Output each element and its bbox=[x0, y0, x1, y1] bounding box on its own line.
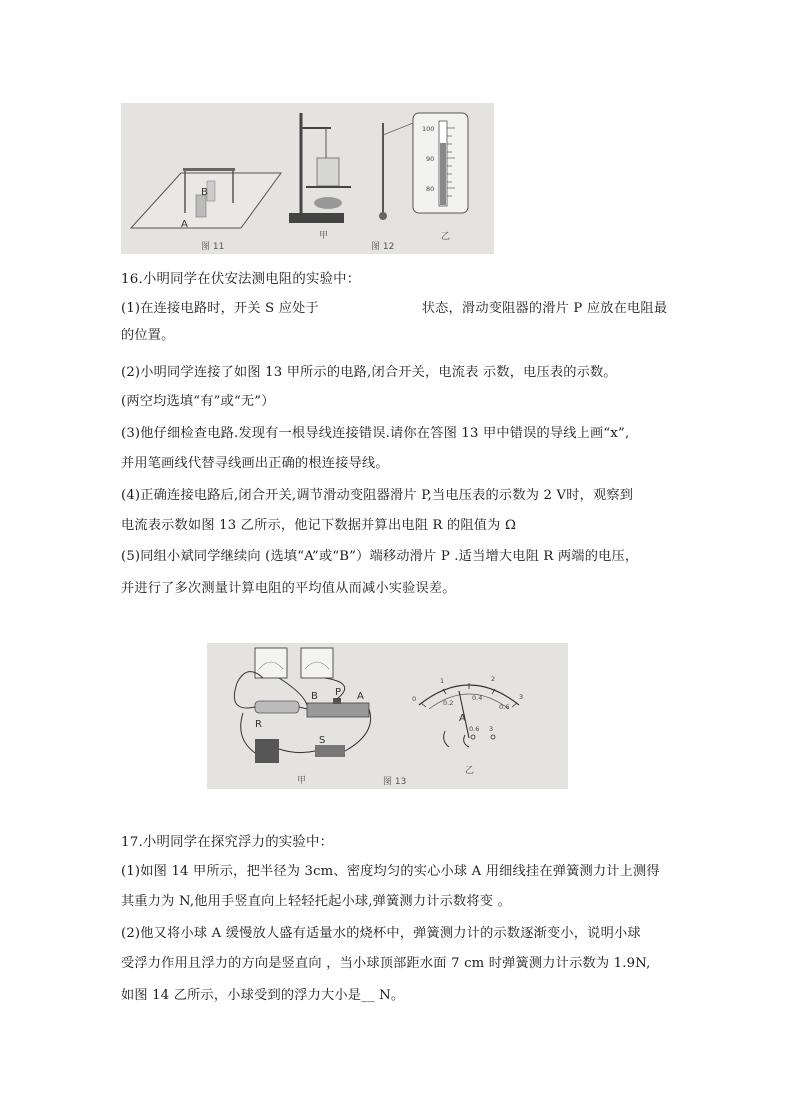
label-B-13: B bbox=[311, 691, 318, 702]
q16-part2: (2)小明同学连接了如图 13 甲所示的电路,闭合开关，电流表 示数，电压表的示数。 bbox=[121, 365, 617, 380]
label-yi-13: 乙 bbox=[465, 766, 475, 776]
label-P: P bbox=[335, 687, 342, 698]
q16-part3-b: 并用笔画线代替寻线画出正确的根连接导线。 bbox=[121, 456, 389, 471]
tick-inner-06: 0.6 bbox=[499, 703, 510, 711]
circuit-diagram bbox=[234, 648, 370, 786]
q16-part1 bbox=[121, 300, 667, 318]
figure-11-12 bbox=[121, 103, 494, 254]
q16-part1-b: 状态，滑动变阻器的滑片 P 应放在电阻最 bbox=[421, 301, 668, 316]
battery bbox=[255, 739, 279, 763]
q17-title: 17.小明同学在探究浮力的实验中： bbox=[121, 835, 334, 850]
caption-fig13: 图 13 bbox=[383, 777, 407, 787]
ammeter-dial bbox=[412, 675, 523, 776]
label-jia-12: 甲 bbox=[319, 231, 329, 241]
figure-13 bbox=[207, 643, 568, 789]
switch-S bbox=[315, 745, 345, 757]
q16-part2-b: (两空均选填“有”或“无”） bbox=[121, 394, 275, 409]
q17-part2: (2)他又将小球 A 缓慢放人盛有适量水的烧杯中，弹簧测力计的示数逐渐变小，说明小球 bbox=[121, 926, 641, 941]
tick-outer-1: 1 bbox=[440, 677, 445, 685]
q16-title: 16.小明同学在伏安法测电阻的实验中： bbox=[121, 272, 361, 287]
label-B: B bbox=[201, 187, 208, 198]
meter-letter: A bbox=[459, 713, 466, 724]
tick-inner-04: 0.4 bbox=[472, 694, 483, 702]
caption-fig12: 图 12 bbox=[371, 242, 395, 252]
ammeter bbox=[301, 648, 333, 678]
scale-80: 80 bbox=[426, 185, 435, 193]
label-yi-12: 乙 bbox=[441, 232, 451, 242]
q17-part2-c: 如图 14 乙所示，小球受到的浮力大小是__ N。 bbox=[121, 988, 405, 1003]
resistor-R bbox=[255, 701, 299, 713]
q16-part1-a: (1)在连接电路时，开关 S 应处于 bbox=[121, 301, 319, 316]
label-A: A bbox=[181, 219, 188, 230]
q16-part1-c: 的位置。 bbox=[121, 328, 175, 343]
thermometer bbox=[379, 113, 468, 242]
scale-90: 90 bbox=[426, 155, 435, 163]
q16-part4: (4)正确连接电路后,闭合开关,调节滑动变阻器滑片 P,当电压表的示数为 2 V时，观察到 bbox=[121, 488, 634, 503]
tick-outer-0: 0 bbox=[412, 695, 417, 703]
rheostat bbox=[307, 703, 369, 717]
q17-part1-b: 其重力为 N,他用手竖直向上轻轻托起小球,弹簧测力计示数将变 。 bbox=[121, 894, 511, 909]
label-jia-13: 甲 bbox=[297, 776, 307, 786]
terminal-06: 0.6 bbox=[469, 725, 480, 733]
stand-beaker bbox=[289, 113, 394, 252]
q16-part4-b: 电流表示数如图 13 乙所示，他记下数据并算出电阻 R 的阻值为 Ω bbox=[121, 518, 517, 533]
tick-outer-2: 2 bbox=[491, 675, 496, 683]
scale-100: 100 bbox=[422, 125, 435, 133]
q16-part5-b: 并进行了多次测量计算电阻的平均值从而减小实验误差。 bbox=[121, 581, 456, 596]
q17-part2-b: 受浮力作用且浮力的方向是竖直向 ，当小球顶部距水面 7 cm 时弹簧测力计示数为 1.9N, bbox=[121, 956, 651, 971]
label-S: S bbox=[319, 735, 326, 746]
voltmeter bbox=[255, 648, 287, 678]
label-A-13: A bbox=[357, 691, 364, 702]
terminal-3: 3 bbox=[489, 725, 494, 733]
q16-part3: (3)他仔细检查电路.发现有一根导线连接错误.请你在答图 13 甲中错误的导线上画“x”, bbox=[121, 426, 630, 441]
plane-mirror-setup bbox=[131, 168, 281, 252]
q16-part5: (5)同组小斌同学继续向 (选填“A”或“B”）端移动滑片 P .适当增大电阻 R 两端的电压， bbox=[121, 549, 639, 564]
tick-inner-02: 0.2 bbox=[443, 699, 454, 707]
q17-part1: (1)如图 14 甲所示，把半径为 3cm、密度均匀的实心小球 A 用细线挂在弹簧测力计上测得 bbox=[121, 864, 660, 879]
tick-outer-3: 3 bbox=[519, 693, 524, 701]
caption-fig11: 图 11 bbox=[201, 242, 225, 252]
label-R: R bbox=[255, 719, 262, 730]
